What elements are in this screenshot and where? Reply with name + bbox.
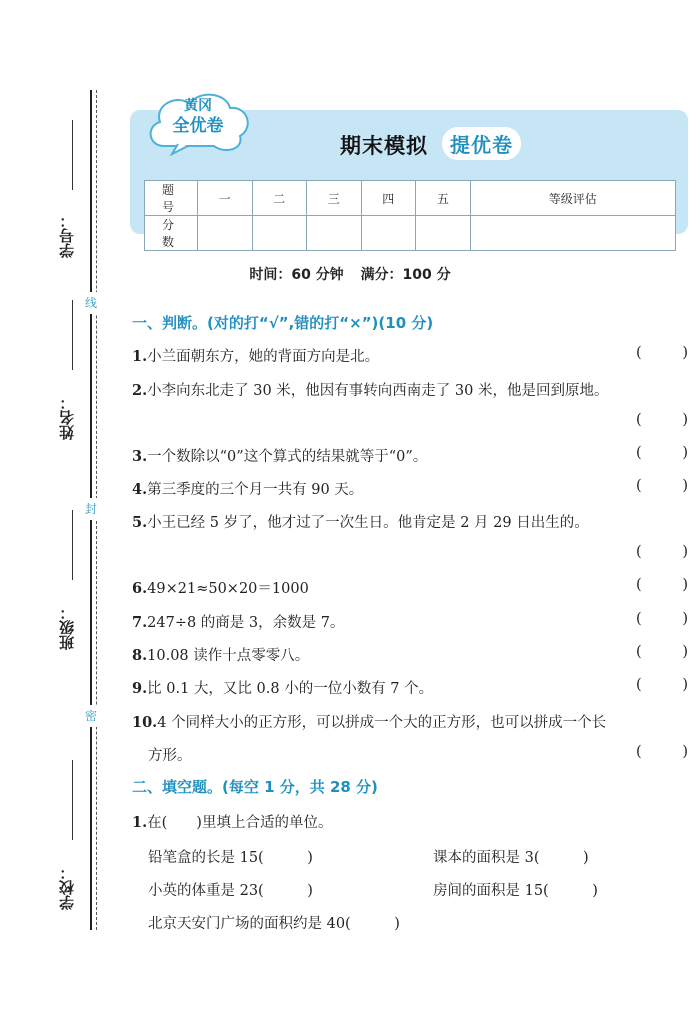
score-cell[interactable] [252, 216, 307, 251]
question-number: 8. [132, 647, 148, 664]
answer-paren[interactable]: ( ) [636, 478, 688, 494]
fill-item-pencil-case[interactable]: 铅笔盒的长是 15( ) [148, 850, 313, 866]
logo-line1: 黄冈 [184, 98, 212, 114]
class-line [72, 510, 73, 580]
full-score-text: 满分：100 分 [360, 267, 451, 283]
table-cell: 五 [416, 181, 471, 216]
question-text: 49×21≈50×20＝1000 [147, 581, 309, 597]
table-cell: 一 [198, 181, 253, 216]
table-cell: 题 号 [145, 181, 198, 216]
question-text: 第三季度的三个月一共有 90 天。 [147, 482, 364, 498]
fill-question-1 [132, 811, 332, 832]
table-cell: 分 数 [145, 216, 198, 251]
question-text: 一个数除以“0”这个算式的结果就等于“0”。 [147, 449, 428, 465]
question-text: 比 0.1 大，又比 0.8 小的一位小数有 7 个。 [147, 681, 434, 697]
question-1 [132, 345, 379, 366]
question-number: 3. [132, 448, 148, 465]
time-text: 时间：60 分钟 [249, 267, 344, 283]
question-5 [132, 511, 589, 532]
student-id-line [72, 120, 73, 190]
answer-paren[interactable]: ( ) [636, 544, 688, 560]
question-9 [132, 677, 433, 698]
school-label: 学校： [58, 865, 76, 910]
score-cell[interactable] [307, 216, 362, 251]
title-badge: 提优卷 [442, 127, 521, 160]
question-number: 6. [132, 580, 148, 597]
answer-paren[interactable]: ( ) [636, 445, 688, 461]
question-10 [132, 711, 606, 732]
section-title-fill-in: 二、填空题。(每空 1 分，共 28 分) [132, 778, 378, 796]
question-text: 小兰面朝东方，她的背面方向是北。 [147, 349, 380, 365]
question-4 [132, 478, 363, 499]
seal-char-mi: 密 [84, 705, 98, 727]
question-3 [132, 445, 427, 466]
question-7 [132, 611, 344, 632]
question-number: 1. [132, 814, 148, 831]
question-number: 7. [132, 614, 148, 631]
table-cell: 三 [307, 181, 362, 216]
fill-item-textbook[interactable]: 课本的面积是 3( ) [433, 850, 589, 866]
score-cell[interactable] [198, 216, 253, 251]
table-cell: 二 [252, 181, 307, 216]
fill-item-tiananmen[interactable]: 北京天安门广场的面积约是 40( ) [148, 916, 400, 932]
name-line [72, 300, 73, 370]
score-table-score-row [145, 216, 676, 251]
question-2 [132, 379, 608, 400]
question-text: 247÷8 的商是 3，余数是 7。 [147, 615, 345, 631]
name-label: 姓名： [58, 395, 76, 440]
section-title-judgement: 一、判断。(对的打“√”,错的打“×”)(10 分) [132, 314, 434, 332]
seal-char-xian: 线 [84, 292, 98, 314]
question-number: 10. [132, 714, 158, 731]
answer-paren[interactable]: ( ) [636, 577, 688, 593]
logo-line2: 全优卷 [172, 116, 224, 136]
table-cell: 等级评估 [470, 181, 675, 216]
answer-paren[interactable]: ( ) [636, 644, 688, 660]
answer-paren[interactable]: ( ) [636, 677, 688, 693]
table-cell: 四 [361, 181, 416, 216]
school-line [72, 760, 73, 840]
score-cell[interactable] [416, 216, 471, 251]
exam-time-info [0, 264, 700, 284]
question-text: 4 个同样大小的正方形，可以拼成一个大的正方形，也可以拼成一个长 [157, 715, 607, 731]
fill-item-weight[interactable]: 小英的体重是 23( ) [148, 883, 313, 899]
fill-item-room[interactable]: 房间的面积是 15( ) [433, 883, 598, 899]
score-table-header-row [145, 181, 676, 216]
student-id-label: 学号： [58, 213, 76, 258]
question-6 [132, 577, 309, 598]
question-text: 小李向东北走了 30 米，他因有事转向西南走了 30 米，他是回到原地。 [147, 383, 609, 399]
question-number: 4. [132, 481, 148, 498]
question-text: 10.08 读作十点零零八。 [147, 648, 310, 664]
question-text: 在( )里填上合适的单位。 [147, 815, 333, 831]
answer-paren[interactable]: ( ) [636, 611, 688, 627]
question-10-continued: 方形。 [148, 748, 192, 764]
score-cell[interactable] [470, 216, 675, 251]
score-cell[interactable] [361, 216, 416, 251]
seal-char-feng: 封 [84, 498, 98, 520]
question-text: 小王已经 5 岁了，他才过了一次生日。他肯定是 2 月 29 日出生的。 [147, 515, 589, 531]
score-table [144, 180, 676, 251]
answer-paren[interactable]: ( ) [636, 345, 688, 361]
answer-paren[interactable]: ( ) [636, 744, 688, 760]
question-number: 2. [132, 382, 148, 399]
answer-paren[interactable]: ( ) [636, 412, 688, 428]
question-number: 9. [132, 680, 148, 697]
question-number: 1. [132, 348, 148, 365]
page-title: 期末模拟 [340, 134, 428, 158]
question-8 [132, 644, 309, 665]
class-label: 班级： [58, 605, 76, 650]
logo [158, 96, 238, 136]
question-number: 5. [132, 514, 148, 531]
